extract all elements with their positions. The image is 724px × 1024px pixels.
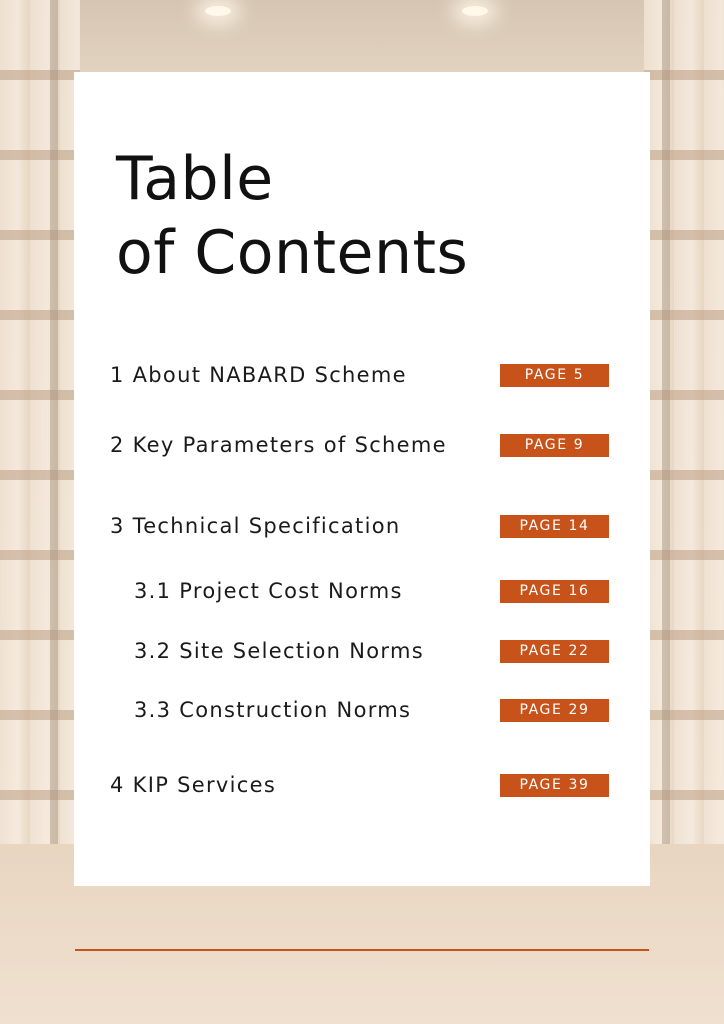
- page-title-line-1: Table: [116, 144, 274, 214]
- toc-entry-label: 1 About NABARD Scheme: [110, 363, 407, 387]
- toc-entry-label: 2 Key Parameters of Scheme: [110, 433, 447, 457]
- toc-page-badge: PAGE 29: [500, 699, 609, 722]
- toc-subentry-label: 3.3 Construction Norms: [134, 698, 412, 722]
- toc-page-badge: PAGE 22: [500, 640, 609, 663]
- toc-subentry-label: 3.1 Project Cost Norms: [134, 579, 403, 603]
- toc-page-badge: PAGE 16: [500, 580, 609, 603]
- page-title-line-2: of Contents: [116, 218, 469, 288]
- toc-entry-label: 3 Technical Specification: [110, 514, 401, 538]
- toc-entry-label: 4 KIP Services: [110, 773, 277, 797]
- toc-page-badge: PAGE 39: [500, 774, 609, 797]
- toc-subentry-label: 3.2 Site Selection Norms: [134, 639, 424, 663]
- toc-entry[interactable]: [74, 513, 650, 539]
- toc-page-badge: PAGE 9: [500, 434, 609, 457]
- bottom-divider-line: [75, 949, 649, 951]
- toc-subentry[interactable]: [74, 697, 650, 723]
- contents-card: [74, 72, 650, 886]
- toc-entry[interactable]: [74, 362, 650, 388]
- toc-page-badge: PAGE 5: [500, 364, 609, 387]
- toc-subentry[interactable]: [74, 578, 650, 604]
- toc-entry[interactable]: [74, 772, 650, 798]
- toc-page-badge: PAGE 14: [500, 515, 609, 538]
- toc-subentry[interactable]: [74, 638, 650, 664]
- toc-entry[interactable]: [74, 432, 650, 458]
- page-title: [116, 142, 468, 290]
